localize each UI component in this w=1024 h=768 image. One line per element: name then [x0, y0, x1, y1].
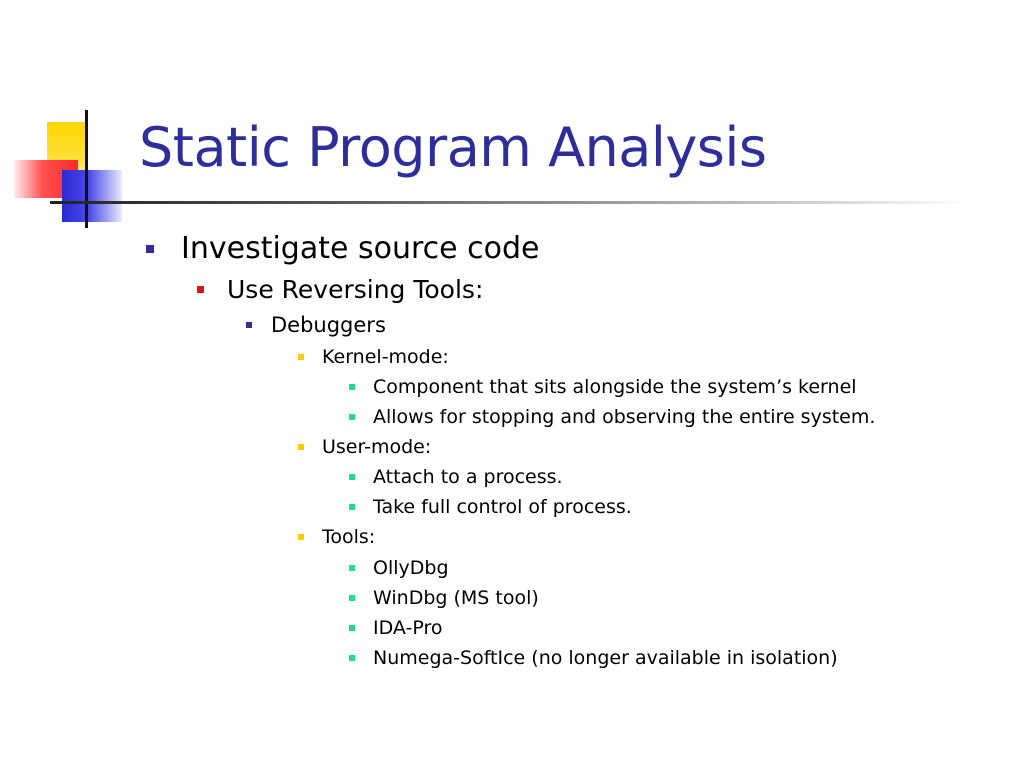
bullet-item-level5 [373, 465, 563, 489]
square-bullet-icon [349, 655, 355, 661]
bullet-item-level5 [373, 495, 632, 519]
bullet-item-level5 [373, 556, 449, 580]
square-bullet-icon [349, 595, 355, 601]
square-bullet-icon [349, 414, 355, 420]
square-bullet-icon [197, 286, 204, 293]
bullet-text: Attach to a process. [373, 466, 563, 488]
bullet-item-level5 [373, 586, 539, 610]
square-bullet-icon [298, 444, 304, 450]
square-bullet-icon [349, 474, 355, 480]
square-bullet-icon [146, 245, 154, 253]
bullet-text: Investigate source code [181, 231, 540, 266]
square-bullet-icon [298, 354, 304, 360]
bullet-text: WinDbg (MS tool) [373, 587, 539, 609]
vertical-rule [85, 110, 88, 228]
square-bullet-icon [246, 322, 252, 328]
square-bullet-icon [298, 534, 304, 540]
bullet-text: Take full control of process. [373, 496, 632, 518]
bullet-text: Component that sits alongside the system’s kernel [373, 376, 857, 398]
bullet-item-level5 [373, 646, 838, 670]
bullet-text: Tools: [322, 526, 376, 548]
square-bullet-icon [349, 504, 355, 510]
bullet-item-level5 [373, 616, 442, 640]
bullet-item-level3 [271, 312, 386, 338]
blue-square-decoration [62, 170, 122, 222]
bullet-text: Use Reversing Tools: [227, 275, 484, 304]
decorative-logo [0, 0, 150, 240]
bullet-text: Numega-SoftIce (no longer available in isolation) [373, 647, 838, 669]
bullet-item-level2 [227, 275, 483, 305]
bullet-text: User-mode: [322, 436, 432, 458]
bullet-item-level5 [373, 375, 857, 399]
slide-title: Static Program Analysis [139, 116, 767, 179]
bullet-text: Debuggers [271, 313, 386, 337]
bullet-text: IDA-Pro [373, 617, 443, 639]
title-underline-rule [50, 201, 970, 204]
bullet-item-level1 [181, 231, 540, 267]
bullet-text: Kernel-mode: [322, 346, 449, 368]
bullet-item-level4 [322, 525, 375, 549]
bullet-item-level4 [322, 435, 431, 459]
bullet-text: OllyDbg [373, 557, 449, 579]
bullet-item-level5 [373, 405, 875, 429]
bullet-item-level4 [322, 345, 449, 369]
bullet-text: Allows for stopping and observing the entire system. [373, 406, 876, 428]
square-bullet-icon [349, 384, 355, 390]
square-bullet-icon [349, 565, 355, 571]
square-bullet-icon [349, 625, 355, 631]
